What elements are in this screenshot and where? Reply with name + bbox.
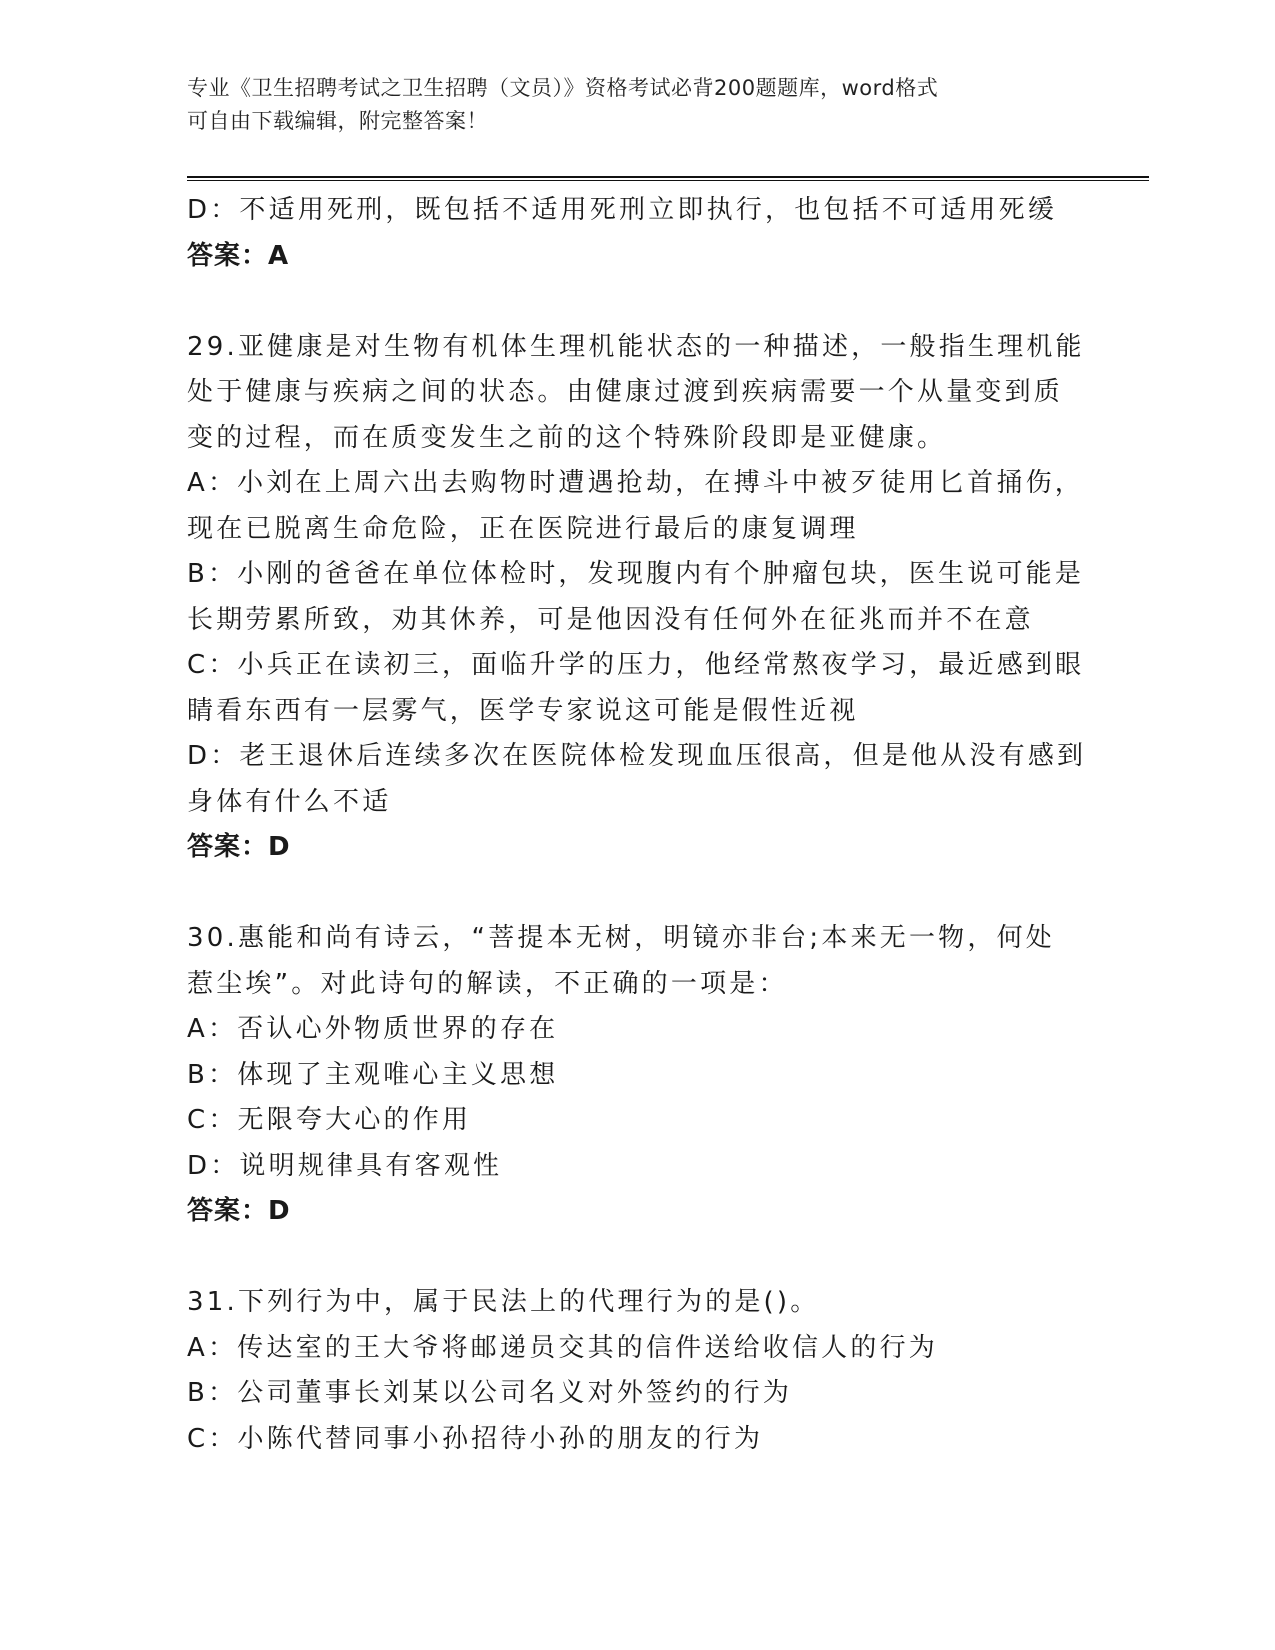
question-stem-line: 惹尘埃”。对此诗句的解读，不正确的一项是： [187,968,788,999]
question-stem-line: 处于健康与疾病之间的状态。由健康过渡到疾病需要一个从量变到质 [187,377,1064,407]
header-title-line-2: 可自由下载编辑，附完整答案！ [187,109,488,133]
answer-label: 答案：A [187,240,290,271]
question-31 [187,1280,1077,1462]
spacer [187,871,1077,917]
option-c: C：小兵正在读初三，面临升学的压力，他经常熬夜学习，最近感到眼 [187,650,1085,680]
option-d: D：说明规律具有客观性 [187,1150,503,1181]
option-c: C：无限夸大心的作用 [187,1105,472,1135]
question-stem-line: 变的过程，而在质变发生之前的这个特殊阶段即是亚健康。 [187,422,947,453]
spacer [187,279,1077,325]
option-d: D：不适用死刑，既包括不适用死刑立即执行，也包括不可适用死缓 [187,195,1058,225]
option-d: D：老王退休后连续多次在医院体检发现血压很高，但是他从没有感到 [187,741,1087,771]
answer-label: 答案：D [187,832,291,862]
header-divider [187,176,1149,181]
question-30 [187,916,1077,1235]
spacer [187,1235,1077,1281]
option-a: A：传达室的王大爷将邮递员交其的信件送给收信人的行为 [187,1332,938,1363]
question-stem-line: 30.惠能和尚有诗云，“菩提本无树，明镜亦非台;本来无一物，何处 [187,923,1055,953]
document-body [187,188,1087,1462]
option-c: C：小陈代替同事小孙招待小孙的朋友的行为 [187,1423,764,1454]
question-stem-line: 29.亚健康是对生物有机体生理机能状态的一种描述，一般指生理机能 [187,331,1085,362]
answer-label: 答案：D [187,1196,291,1226]
option-a: A：小刘在上周六出去购物时遭遇抢劫，在搏斗中被歹徒用匕首捅伤， [187,468,1084,498]
header-title-line-1: 专业《卫生招聘考试之卫生招聘（文员）》资格考试必背200题题库，word格式 [187,76,939,100]
question-28-tail [187,188,1077,279]
option-a: A：否认心外物质世界的存在 [187,1014,559,1044]
option-b: B：小刚的爸爸在单位体检时，发现腹内有个肿瘤包块，医生说可能是 [187,559,1085,589]
page-header [187,72,1067,138]
question-29 [187,325,1087,871]
option-b-continued: 长期劳累所致，劝其休养，可是他因没有任何外在征兆而并不在意 [187,604,1034,635]
option-b: B：体现了主观唯心主义思想 [187,1059,559,1090]
question-stem-line: 31.下列行为中，属于民法上的代理行为的是()。 [187,1287,820,1317]
option-c-continued: 睛看东西有一层雾气，医学专家说这可能是假性近视 [187,695,859,726]
option-d-continued: 身体有什么不适 [187,786,392,817]
option-b: B：公司董事长刘某以公司名义对外签约的行为 [187,1378,793,1408]
option-a-continued: 现在已脱离生命危险，正在医院进行最后的康复调理 [187,513,859,544]
